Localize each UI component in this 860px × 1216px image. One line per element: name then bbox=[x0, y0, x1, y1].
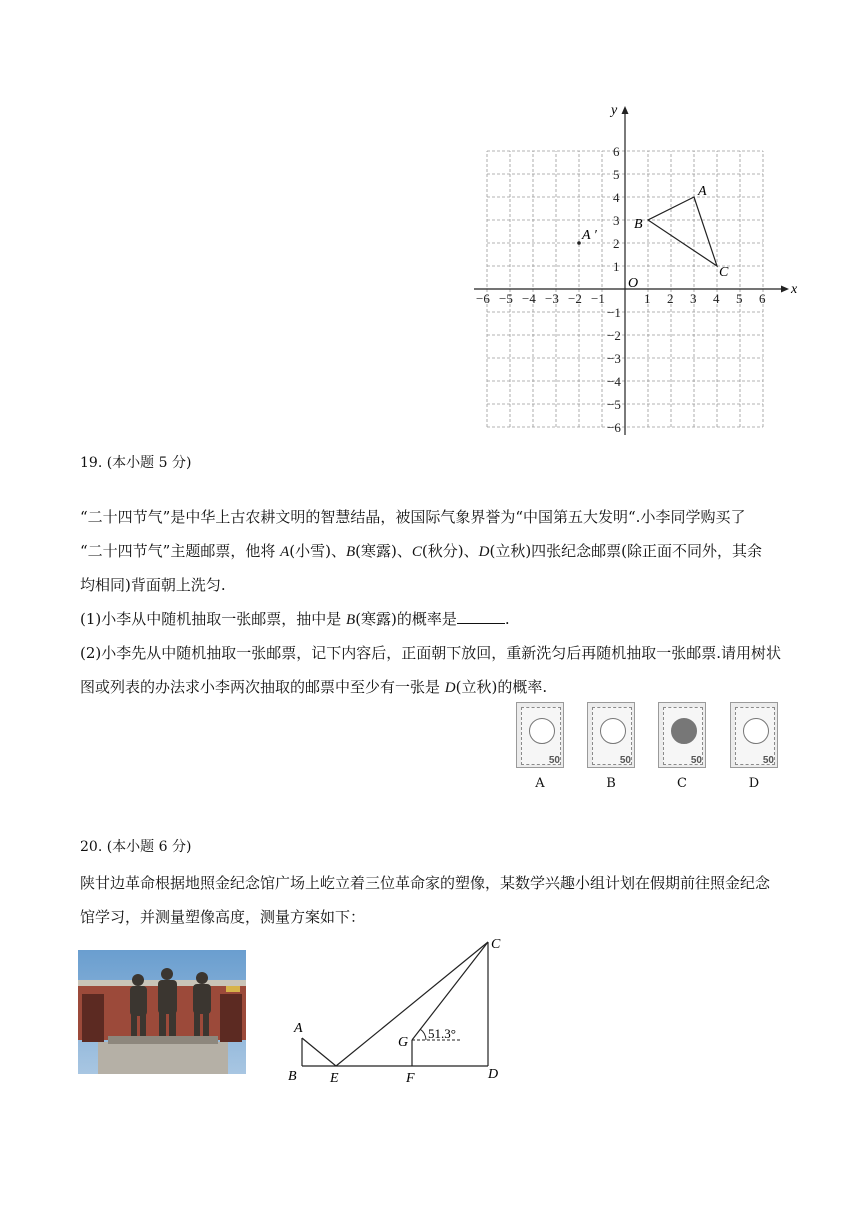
x-tick-label: 4 bbox=[713, 291, 720, 306]
origin-label: O bbox=[628, 276, 639, 291]
x-tick-label: −4 bbox=[522, 291, 536, 306]
q20-line1: 陕甘边革命根据地照金纪念馆广场上屹立着三位革命家的塑像，某数学兴趣小组计划在假期前往照金纪念 bbox=[80, 874, 771, 892]
q19-line2-text: “二十四节气”主题邮票，他将 bbox=[80, 542, 281, 560]
triangle-abc bbox=[648, 197, 717, 266]
y-tick-label: 3 bbox=[613, 213, 620, 228]
stamp-c bbox=[658, 702, 706, 768]
measurement-diagram bbox=[280, 928, 512, 1088]
x-axis-label: x bbox=[791, 282, 798, 297]
q19-line2 bbox=[80, 540, 762, 563]
answer-blank[interactable] bbox=[457, 609, 505, 624]
q19-part1 bbox=[80, 608, 510, 631]
stamp-caption-b: B bbox=[606, 776, 616, 791]
stamp-caption-d: D bbox=[748, 776, 760, 791]
point-label-c: C bbox=[719, 265, 729, 280]
q19-heading: 19. (本小题 5 分) bbox=[80, 455, 192, 471]
q19-part1-text: (1)小李从中随机抽取一张邮票，抽中是 bbox=[80, 610, 347, 628]
stamp-value: 50 bbox=[619, 755, 631, 766]
x-axis-arrow bbox=[781, 286, 789, 293]
x-tick-label: 6 bbox=[759, 291, 766, 306]
text-d: (立秋)四张纪念邮票(除正面不同外，其余 bbox=[489, 542, 763, 560]
q20-line2: 馆学习，并测量塑像高度，测量方案如下： bbox=[80, 908, 366, 926]
stamp-value: 50 bbox=[548, 755, 560, 766]
stamp-d bbox=[730, 702, 778, 768]
label-d: D bbox=[488, 1067, 499, 1082]
stamp-value: 50 bbox=[690, 755, 702, 766]
flower-icon bbox=[600, 718, 626, 744]
point-label-b: B bbox=[634, 217, 643, 232]
x-tick-label: −2 bbox=[568, 291, 582, 306]
x-tick-label: −3 bbox=[545, 291, 559, 306]
x-tick-label: 3 bbox=[690, 291, 697, 306]
maple-leaf-icon bbox=[671, 718, 697, 744]
x-tick-label: −6 bbox=[476, 291, 490, 306]
q19-part1-end: . bbox=[504, 610, 510, 628]
tree-icon bbox=[743, 718, 769, 744]
var-c: C bbox=[411, 544, 422, 560]
y-tick-label: 5 bbox=[613, 167, 620, 182]
q19-part2-text2: (立秋)的概率. bbox=[455, 678, 548, 696]
p2-var-d: D bbox=[444, 680, 456, 696]
y-tick-label: −3 bbox=[607, 351, 621, 366]
y-tick-label: 6 bbox=[613, 144, 620, 159]
angle-label: 51.3° bbox=[428, 1026, 456, 1041]
y-axis-arrow bbox=[622, 106, 629, 114]
p1-var-b: B bbox=[346, 612, 356, 628]
stamp-a bbox=[516, 702, 564, 768]
y-tick-label: 1 bbox=[613, 259, 620, 274]
var-b: B bbox=[346, 544, 356, 560]
x-tick-label: 2 bbox=[667, 291, 674, 306]
text-c: (秋分)、 bbox=[421, 542, 479, 560]
snow-branch-icon bbox=[529, 718, 555, 744]
point-a-prime bbox=[577, 241, 581, 245]
x-tick-label: −1 bbox=[591, 291, 605, 306]
label-f: F bbox=[406, 1071, 415, 1086]
stamp-caption-a: A bbox=[535, 776, 545, 791]
y-tick-label: −1 bbox=[607, 305, 621, 320]
text-b: (寒露)、 bbox=[355, 542, 412, 560]
y-tick-label: 2 bbox=[613, 236, 620, 251]
q19-part1-text2: (寒露)的概率是 bbox=[355, 610, 457, 628]
label-a: A bbox=[294, 1021, 303, 1036]
y-tick-label: −2 bbox=[607, 328, 621, 343]
coordinate-grid bbox=[470, 100, 798, 435]
q19-part2-text: 图或列表的办法求小李两次抽取的邮票中至少有一张是 bbox=[80, 678, 445, 696]
var-d: D bbox=[478, 544, 490, 560]
point-label-a: A bbox=[698, 184, 707, 199]
q19-part2-line2 bbox=[80, 676, 547, 699]
statue-photo bbox=[78, 950, 246, 1074]
label-b: B bbox=[288, 1069, 297, 1084]
q19-line3: 均相同)背面朝上洗匀. bbox=[80, 576, 226, 594]
stamp-caption-c: C bbox=[677, 776, 687, 791]
label-e: E bbox=[330, 1071, 339, 1086]
point-label-a-prime: A ′ bbox=[582, 228, 597, 243]
q19-line1: “二十四节气”是中华上古农耕文明的智慧结晶，被国际气象界誉为“中国第五大发明“.小李同学购买了 bbox=[80, 508, 746, 526]
label-c: C bbox=[491, 937, 501, 952]
text-a: (小雪)、 bbox=[289, 542, 346, 560]
x-tick-label: 1 bbox=[644, 291, 651, 306]
stamp-b bbox=[587, 702, 635, 768]
q19-part2-line1: (2)小李先从中随机抽取一张邮票，记下内容后，正面朝下放回，重新洗匀后再随机抽取一张邮票.请用树状 bbox=[80, 644, 782, 662]
var-a: A bbox=[280, 544, 290, 560]
q20-heading: 20. (本小题 6 分) bbox=[80, 839, 192, 855]
y-tick-label: −4 bbox=[607, 374, 621, 389]
y-tick-label: 4 bbox=[613, 190, 620, 205]
label-g: G bbox=[398, 1035, 409, 1050]
stamp-value: 50 bbox=[762, 755, 774, 766]
y-tick-label: −6 bbox=[607, 420, 621, 435]
y-axis-label: y bbox=[611, 103, 618, 118]
y-tick-label: −5 bbox=[607, 397, 621, 412]
axes bbox=[474, 106, 789, 435]
x-tick-label: −5 bbox=[499, 291, 513, 306]
x-tick-label: 5 bbox=[736, 291, 743, 306]
